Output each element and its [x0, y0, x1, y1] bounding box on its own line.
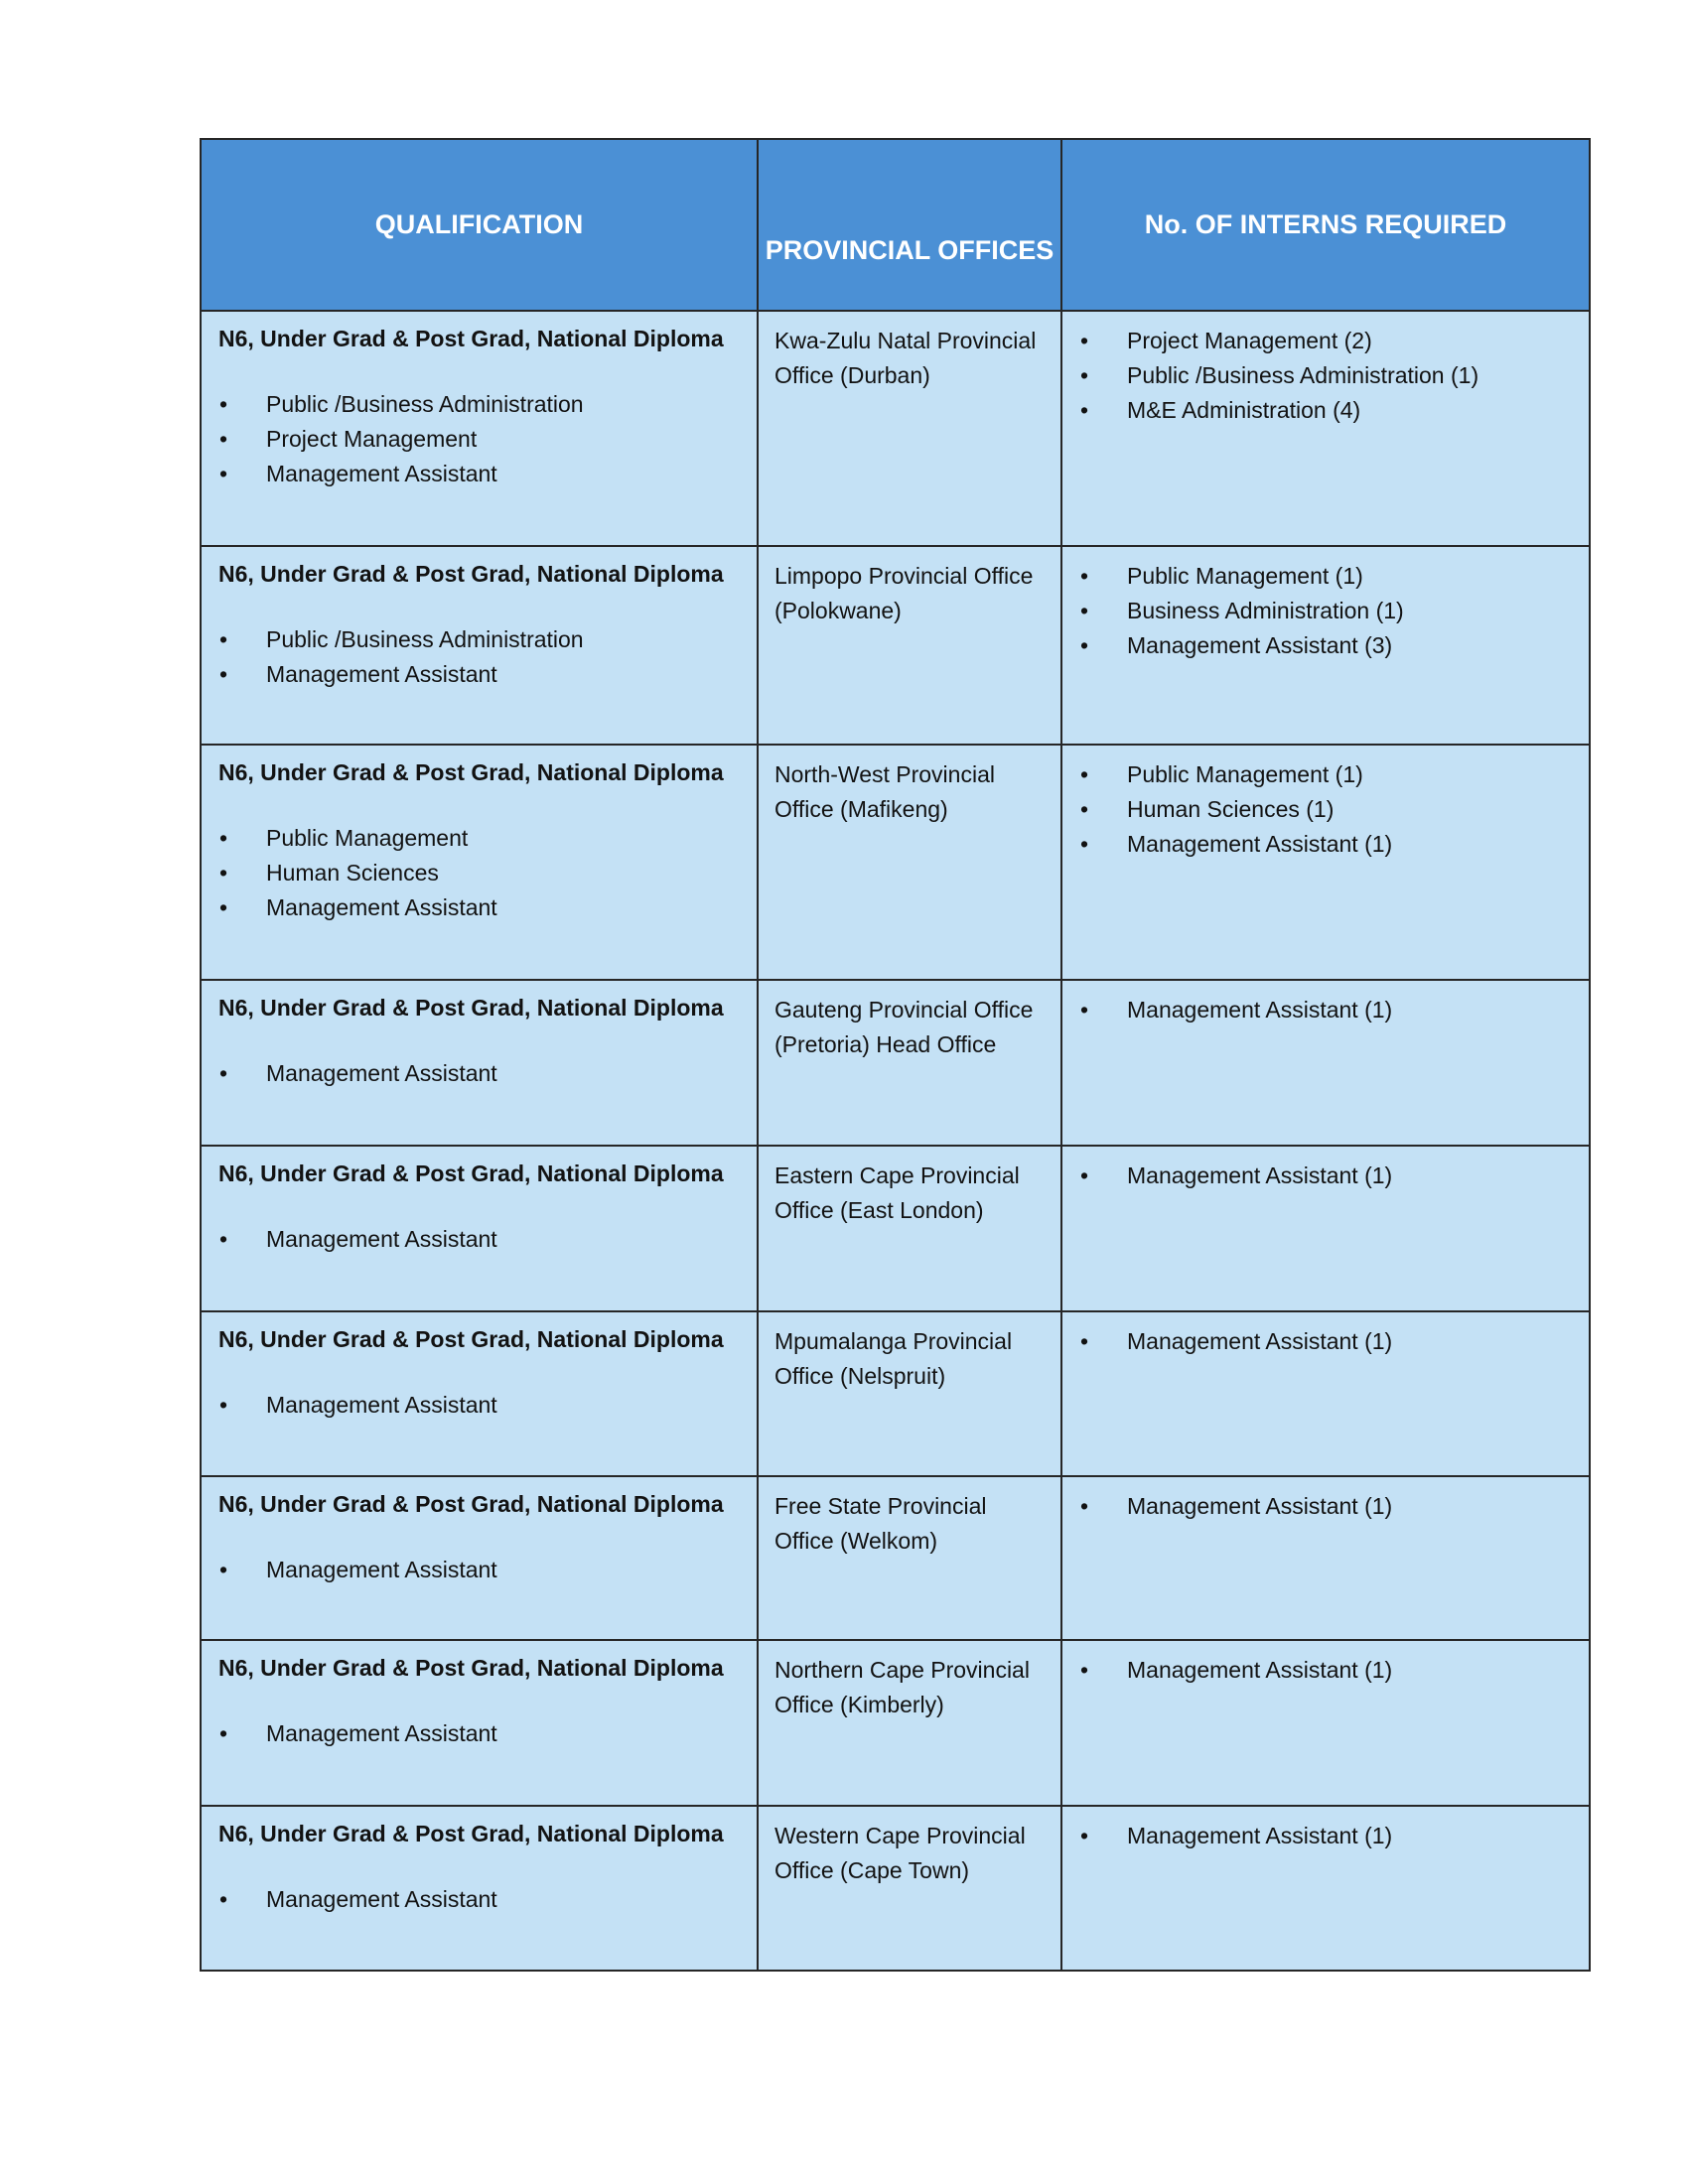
interns-bullet-list	[1079, 1819, 1573, 1853]
qualification-bullet-list	[218, 821, 740, 925]
qualification-heading: N6, Under Grad & Post Grad, National Diploma	[218, 759, 724, 785]
qualification-bullet-list	[218, 1553, 740, 1587]
qualification-cell	[201, 745, 758, 980]
qualification-bullet-item: • Project Management	[218, 422, 740, 457]
internship-table	[200, 138, 1591, 1972]
intern-bullet-item: • Public Management (1)	[1079, 559, 1573, 594]
qualification-bullet-item: • Management Assistant	[218, 1716, 740, 1751]
office-text: Northern Cape Provincial Office (Kimberly)	[774, 1657, 1030, 1717]
interns-cell	[1061, 1476, 1590, 1640]
qualification-bullet-list	[218, 1882, 740, 1917]
office-text: Eastern Cape Provincial Office (East London)	[774, 1162, 1020, 1223]
table-row	[201, 1640, 1590, 1806]
office-cell	[758, 1806, 1061, 1971]
qualification-cell	[201, 1146, 758, 1311]
office-text: Kwa-Zulu Natal Provincial Office (Durban)	[774, 328, 1037, 388]
qualification-heading: N6, Under Grad & Post Grad, National Diploma	[218, 1491, 724, 1517]
office-cell	[758, 311, 1061, 546]
qualification-bullet-item: • Management Assistant	[218, 1056, 740, 1091]
intern-bullet-item: • Management Assistant (1)	[1079, 1653, 1573, 1688]
header-qualification	[201, 139, 758, 311]
office-cell	[758, 980, 1061, 1146]
office-cell	[758, 546, 1061, 745]
intern-bullet-item: • Management Assistant (1)	[1079, 993, 1573, 1027]
intern-bullet-item: • Management Assistant (1)	[1079, 1159, 1573, 1193]
interns-cell	[1061, 980, 1590, 1146]
interns-bullet-list	[1079, 324, 1573, 428]
office-cell	[758, 1146, 1061, 1311]
qualification-cell	[201, 1476, 758, 1640]
qualification-bullet-item: • Public /Business Administration	[218, 387, 740, 422]
intern-bullet-item: • Human Sciences (1)	[1079, 792, 1573, 827]
interns-bullet-list	[1079, 1324, 1573, 1359]
office-text: Limpopo Provincial Office (Polokwane)	[774, 563, 1034, 623]
qualification-bullet-item: • Management Assistant	[218, 457, 740, 491]
interns-cell	[1061, 546, 1590, 745]
qualification-bullet-list	[218, 1388, 740, 1423]
interns-bullet-list	[1079, 1653, 1573, 1688]
office-text: Gauteng Provincial Office (Pretoria) Head Office	[774, 997, 1034, 1057]
interns-bullet-list	[1079, 757, 1573, 862]
intern-bullet-item: • Management Assistant (1)	[1079, 1324, 1573, 1359]
intern-bullet-item: • Public Management (1)	[1079, 757, 1573, 792]
header-interns-required-label: No. OF INTERNS REQUIRED	[1144, 209, 1507, 239]
header-qualification-label: QUALIFICATION	[374, 209, 584, 239]
office-text: Western Cape Provincial Office (Cape Town)	[774, 1823, 1026, 1883]
qualification-heading: N6, Under Grad & Post Grad, National Diploma	[218, 1821, 724, 1846]
interns-cell	[1061, 1311, 1590, 1476]
interns-cell	[1061, 745, 1590, 980]
intern-bullet-item: • M&E Administration (4)	[1079, 393, 1573, 428]
table-row	[201, 1146, 1590, 1311]
interns-bullet-list	[1079, 1489, 1573, 1524]
qualification-heading: N6, Under Grad & Post Grad, National Diploma	[218, 561, 724, 587]
qualification-cell	[201, 311, 758, 546]
intern-bullet-item: • Public /Business Administration (1)	[1079, 358, 1573, 393]
qualification-cell	[201, 1806, 758, 1971]
intern-bullet-item: • Business Administration (1)	[1079, 594, 1573, 628]
intern-bullet-item: • Management Assistant (1)	[1079, 1489, 1573, 1524]
table-row	[201, 1311, 1590, 1476]
qualification-bullet-list	[218, 387, 740, 491]
qualification-heading: N6, Under Grad & Post Grad, National Diploma	[218, 995, 724, 1021]
interns-bullet-list	[1079, 1159, 1573, 1193]
office-text: Free State Provincial Office (Welkom)	[774, 1493, 987, 1554]
qualification-cell	[201, 980, 758, 1146]
interns-cell	[1061, 311, 1590, 546]
intern-bullet-item: • Project Management (2)	[1079, 324, 1573, 358]
qualification-heading: N6, Under Grad & Post Grad, National Diploma	[218, 1655, 724, 1681]
office-cell	[758, 1640, 1061, 1806]
qualification-bullet-item: • Management Assistant	[218, 1882, 740, 1917]
office-text: North-West Provincial Office (Mafikeng)	[774, 761, 995, 822]
office-cell	[758, 1311, 1061, 1476]
header-provincial-offices-label: PROVINCIAL OFFICES	[765, 234, 1055, 265]
qualification-bullet-item: • Management Assistant	[218, 1553, 740, 1587]
qualification-heading: N6, Under Grad & Post Grad, National Diploma	[218, 326, 724, 351]
qualification-bullet-item: • Management Assistant	[218, 1222, 740, 1257]
header-interns-required	[1061, 139, 1590, 311]
table-row	[201, 980, 1590, 1146]
interns-cell	[1061, 1806, 1590, 1971]
qualification-bullet-list	[218, 622, 740, 692]
table-row	[201, 1806, 1590, 1971]
table-row	[201, 1476, 1590, 1640]
qualification-heading: N6, Under Grad & Post Grad, National Diploma	[218, 1160, 724, 1186]
table-row	[201, 745, 1590, 980]
qualification-bullet-list	[218, 1716, 740, 1751]
office-text: Mpumalanga Provincial Office (Nelspruit)	[774, 1328, 1013, 1389]
qualification-bullet-item: • Public Management	[218, 821, 740, 856]
interns-bullet-list	[1079, 993, 1573, 1027]
qualification-bullet-item: • Public /Business Administration	[218, 622, 740, 657]
office-cell	[758, 1476, 1061, 1640]
qualification-bullet-list	[218, 1222, 740, 1257]
interns-cell	[1061, 1146, 1590, 1311]
interns-bullet-list	[1079, 559, 1573, 663]
header-row	[201, 139, 1590, 311]
qualification-heading: N6, Under Grad & Post Grad, National Diploma	[218, 1326, 724, 1352]
qualification-bullet-item: • Human Sciences	[218, 856, 740, 890]
table-row	[201, 311, 1590, 546]
office-cell	[758, 745, 1061, 980]
table-row	[201, 546, 1590, 745]
qualification-cell	[201, 546, 758, 745]
qualification-bullet-list	[218, 1056, 740, 1091]
qualification-cell	[201, 1640, 758, 1806]
qualification-bullet-item: • Management Assistant	[218, 890, 740, 925]
intern-bullet-item: • Management Assistant (1)	[1079, 827, 1573, 862]
interns-cell	[1061, 1640, 1590, 1806]
qualification-bullet-item: • Management Assistant	[218, 657, 740, 692]
qualification-bullet-item: • Management Assistant	[218, 1388, 740, 1423]
header-provincial-offices	[758, 139, 1061, 311]
intern-bullet-item: • Management Assistant (1)	[1079, 1819, 1573, 1853]
intern-bullet-item: • Management Assistant (3)	[1079, 628, 1573, 663]
qualification-cell	[201, 1311, 758, 1476]
